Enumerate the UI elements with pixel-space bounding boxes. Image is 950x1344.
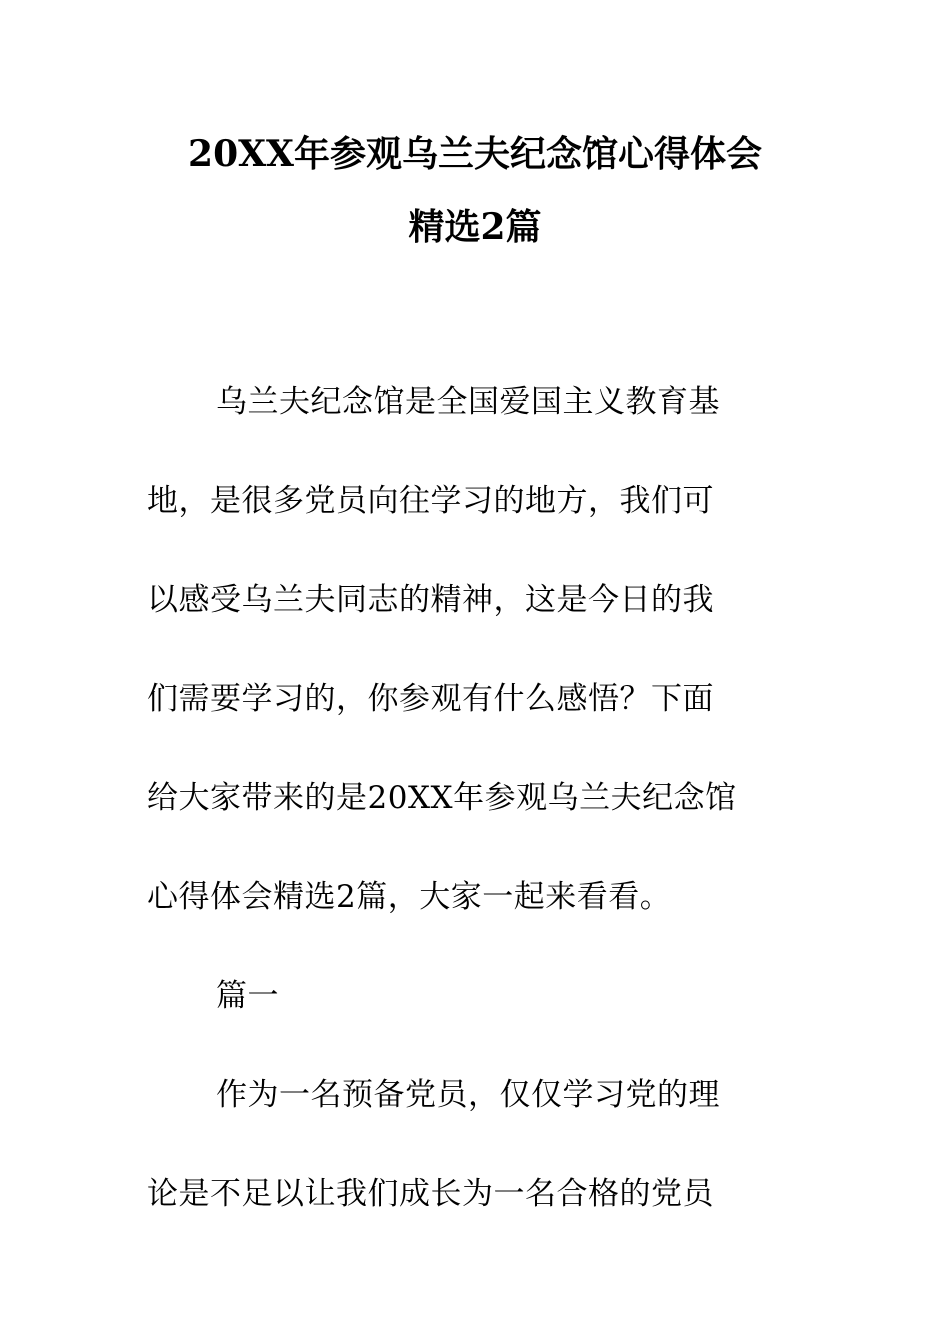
section-heading: 篇一 bbox=[216, 978, 279, 1014]
paragraph-line: 给大家带来的是20XX年参观乌兰夫纪念馆 bbox=[147, 780, 737, 816]
paragraph-line: 作为一名预备党员，仅仅学习党的理 bbox=[216, 1077, 720, 1113]
document-title-line-1: 20XX年参观乌兰夫纪念馆心得体会 bbox=[188, 133, 762, 175]
paragraph-line: 以感受乌兰夫同志的精神，这是今日的我 bbox=[147, 582, 714, 618]
document-title-line-2: 精选2篇 bbox=[408, 206, 542, 248]
paragraph-line: 心得体会精选2篇，大家一起来看看。 bbox=[147, 879, 672, 915]
paragraph-line: 乌兰夫纪念馆是全国爱国主义教育基 bbox=[216, 384, 720, 420]
paragraph-line: 论是不足以让我们成长为一名合格的党员 bbox=[147, 1176, 714, 1212]
paragraph-line: 地，是很多党员向往学习的地方，我们可 bbox=[147, 483, 714, 519]
paragraph-line: 们需要学习的，你参观有什么感悟？下面 bbox=[147, 681, 714, 717]
